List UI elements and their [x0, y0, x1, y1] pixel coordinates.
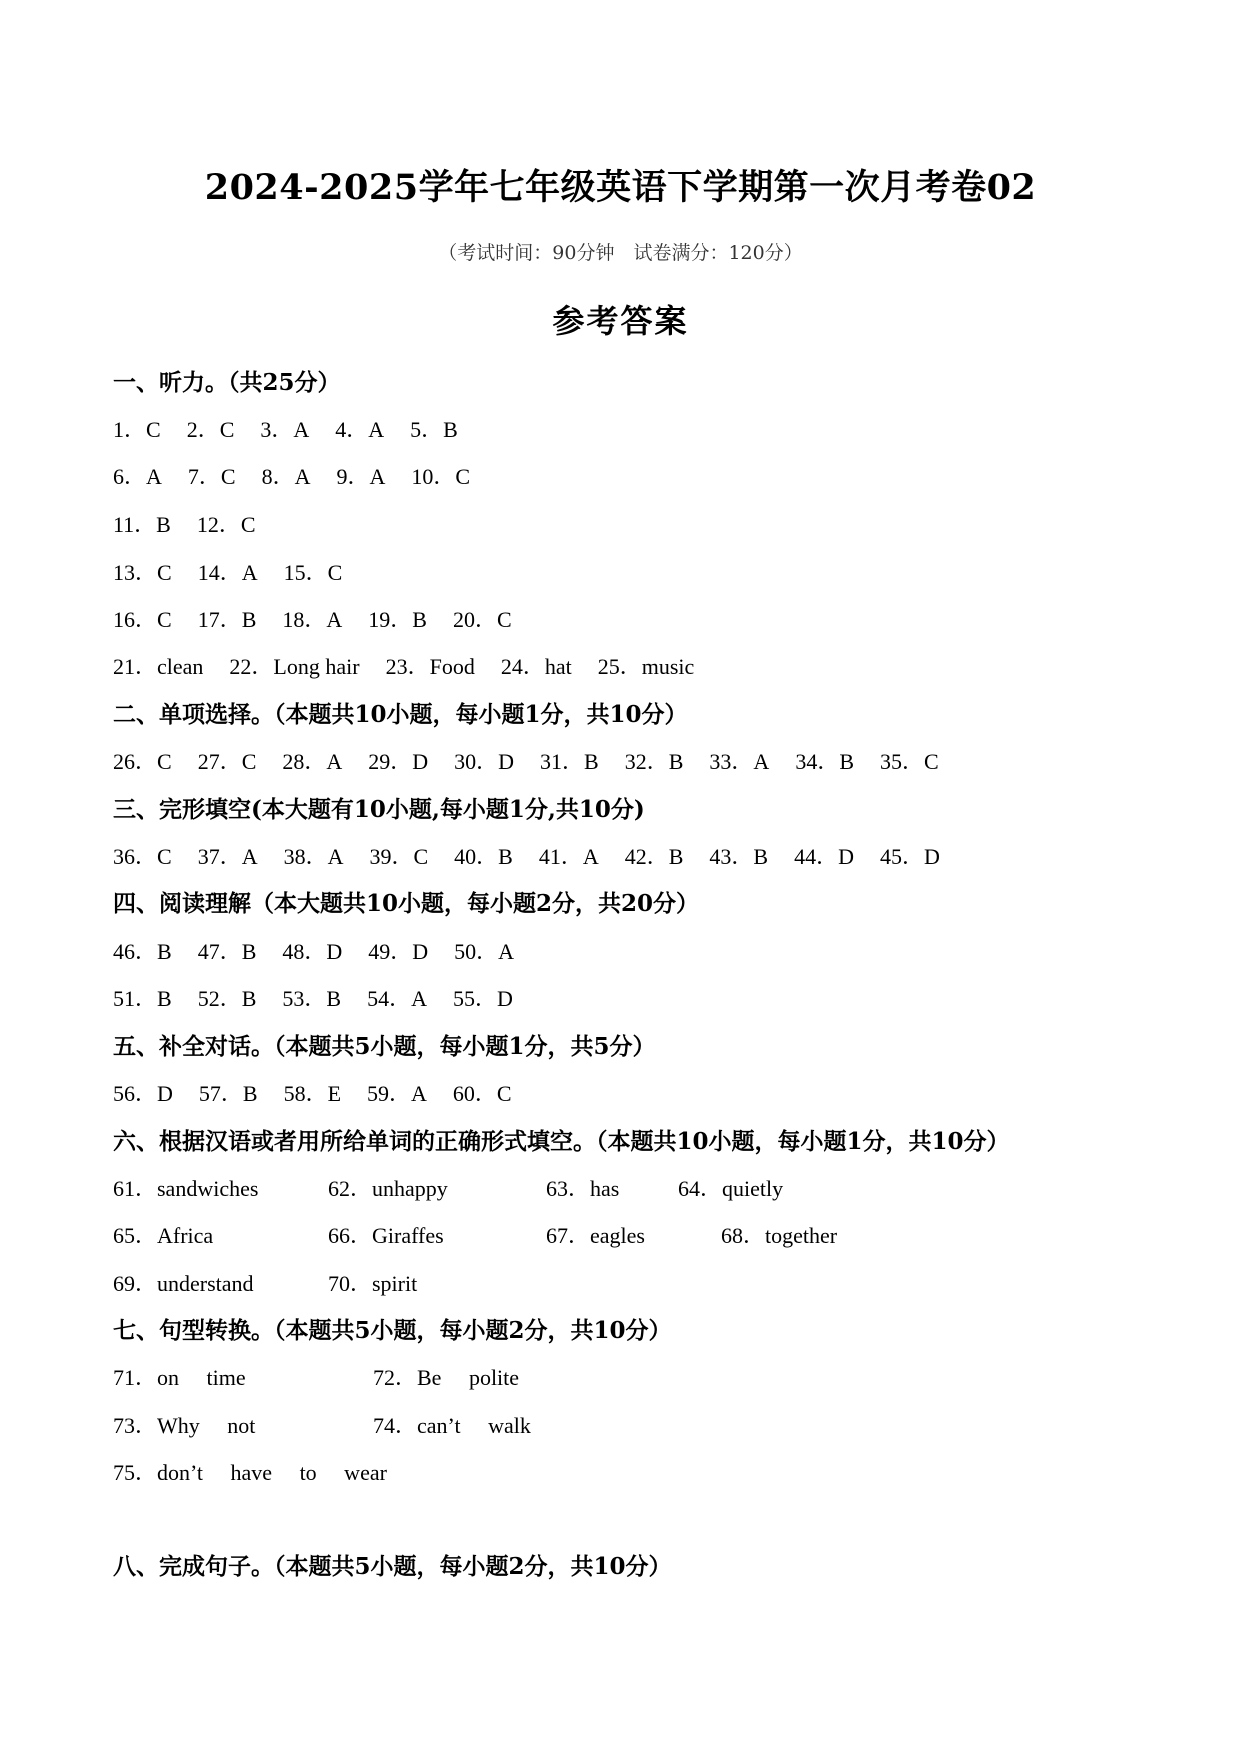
answer-item: 72．Be polite — [373, 1365, 520, 1390]
answer-row — [113, 460, 470, 494]
answer-item: 40．B — [454, 844, 513, 869]
answer-item: 27．C — [197, 749, 257, 774]
answer-row — [113, 935, 514, 969]
answer-item: 1．C — [113, 417, 161, 442]
answer-row — [113, 603, 512, 637]
answer-item: 69．understand — [113, 1271, 254, 1296]
answer-item: 45．D — [880, 844, 940, 869]
answer-item: 25．music — [597, 654, 695, 679]
answer-item: 12．C — [196, 512, 256, 537]
section-heading-cloze: 三、完形填空(本大题有10小题,每小题1分,共10分) — [113, 796, 645, 823]
answer-item: 4．A — [335, 417, 385, 442]
answer-item: 22．Long hair — [229, 654, 360, 679]
answer-row — [113, 650, 694, 684]
answer-heading: 参考答案 — [552, 302, 689, 340]
answer-item: 46．B — [113, 939, 172, 964]
answer-item: 14．A — [197, 560, 258, 585]
exam-info: （考试时间：90分钟 试卷满分：120分） — [438, 242, 803, 264]
answer-item: 8．A — [261, 464, 311, 489]
answer-item: 49．D — [368, 939, 429, 964]
answer-item: 75．don’t have to wear — [113, 1460, 387, 1485]
answer-item: 28．A — [282, 749, 343, 774]
section-heading-fill-in: 六、根据汉语或者用所给单词的正确形式填空。（本题共10小题，每小题1分，共10分） — [113, 1128, 1010, 1155]
answer-item: 20．C — [452, 607, 512, 632]
answer-item: 2．C — [186, 417, 235, 442]
answer-item: 33．A — [709, 749, 770, 774]
section-heading-complete-sentences: 八、完成句子。（本题共5小题，每小题2分，共10分） — [113, 1553, 672, 1580]
section-heading-listening: 一、听力。（共25分） — [113, 369, 341, 396]
answer-item: 50．A — [454, 939, 515, 964]
answer-row — [113, 982, 513, 1016]
answer-item: 73．Why not — [113, 1413, 256, 1438]
answer-item: 41．A — [538, 844, 599, 869]
answer-item: 16．C — [113, 607, 172, 632]
answer-item: 31．B — [540, 749, 599, 774]
answer-item: 58．E — [283, 1081, 342, 1106]
answer-item: 43．B — [709, 844, 769, 869]
answer-item: 48．D — [282, 939, 343, 964]
answer-item: 70．spirit — [328, 1271, 418, 1296]
answer-item: 10．C — [411, 464, 471, 489]
answer-item: 15．C — [283, 560, 343, 585]
answer-item: 47．B — [197, 939, 257, 964]
answer-item: 9．A — [336, 464, 386, 489]
section-heading-single-choice: 二、单项选择。（本题共10小题，每小题1分，共10分） — [113, 701, 688, 728]
answer-item: 23．Food — [385, 654, 475, 679]
answer-row — [113, 1456, 387, 1490]
answer-item: 61．sandwiches — [113, 1176, 259, 1201]
answer-item: 32．B — [624, 749, 684, 774]
answer-item: 34．B — [795, 749, 854, 774]
answer-item: 36．C — [113, 844, 172, 869]
answer-item: 60．C — [452, 1081, 512, 1106]
answer-item: 59．A — [367, 1081, 427, 1106]
section-heading-sentence-transform: 七、句型转换。（本题共5小题，每小题2分，共10分） — [113, 1317, 672, 1344]
answer-item: 5．B — [410, 417, 458, 442]
answer-item: 37．A — [197, 844, 258, 869]
answer-item: 21．clean — [113, 654, 204, 679]
answer-row — [113, 413, 458, 447]
answer-item: 66．Giraffes — [328, 1223, 444, 1248]
answer-item: 54．A — [367, 986, 427, 1011]
answer-row — [113, 1172, 1113, 1206]
answer-item: 65．Africa — [113, 1223, 214, 1248]
answer-item: 56．D — [113, 1081, 173, 1106]
answer-item: 35．C — [880, 749, 939, 774]
answer-item: 18．A — [282, 607, 343, 632]
page-title: 2024-2025学年七年级英语下学期第一次月考卷02 — [204, 167, 1037, 208]
answer-item: 38．A — [283, 844, 344, 869]
answer-item: 51．B — [113, 986, 172, 1011]
answer-item: 29．D — [368, 749, 429, 774]
answer-item: 63．has — [546, 1176, 620, 1201]
answer-row — [113, 840, 940, 874]
answer-row — [113, 745, 939, 779]
answer-item: 17．B — [197, 607, 257, 632]
answer-item: 68．together — [721, 1223, 838, 1248]
answer-row — [113, 1219, 1113, 1253]
answer-item: 74．can’t walk — [373, 1413, 531, 1438]
answer-item: 62．unhappy — [328, 1176, 448, 1201]
answer-item: 67．eagles — [546, 1223, 645, 1248]
answer-item: 6．A — [113, 464, 162, 489]
answer-item: 24．hat — [500, 654, 572, 679]
answer-item: 57．B — [198, 1081, 258, 1106]
answer-item: 30．D — [454, 749, 515, 774]
answer-item: 11．B — [113, 512, 171, 537]
answer-item: 26．C — [113, 749, 172, 774]
answer-row — [113, 1361, 1113, 1395]
answer-row — [113, 1267, 1113, 1301]
answer-item: 44．D — [794, 844, 854, 869]
answer-item: 13．C — [113, 560, 172, 585]
answer-item: 7．C — [187, 464, 236, 489]
answer-item: 42．B — [624, 844, 684, 869]
answer-row — [113, 508, 256, 542]
answer-item: 71．on time — [113, 1365, 246, 1390]
answer-item: 3．A — [260, 417, 310, 442]
answer-item: 55．D — [452, 986, 513, 1011]
answer-item: 19．B — [368, 607, 427, 632]
section-heading-dialogue: 五、补全对话。（本题共5小题，每小题1分，共5分） — [113, 1033, 656, 1060]
answer-row — [113, 1409, 1113, 1443]
answer-item: 64．quietly — [678, 1176, 784, 1201]
answer-row — [113, 556, 342, 590]
answer-row — [113, 1077, 512, 1111]
answer-item: 53．B — [282, 986, 342, 1011]
answer-item: 39．C — [369, 844, 429, 869]
section-heading-reading: 四、阅读理解（本大题共10小题，每小题2分，共20分） — [113, 890, 700, 917]
answer-item: 52．B — [197, 986, 257, 1011]
